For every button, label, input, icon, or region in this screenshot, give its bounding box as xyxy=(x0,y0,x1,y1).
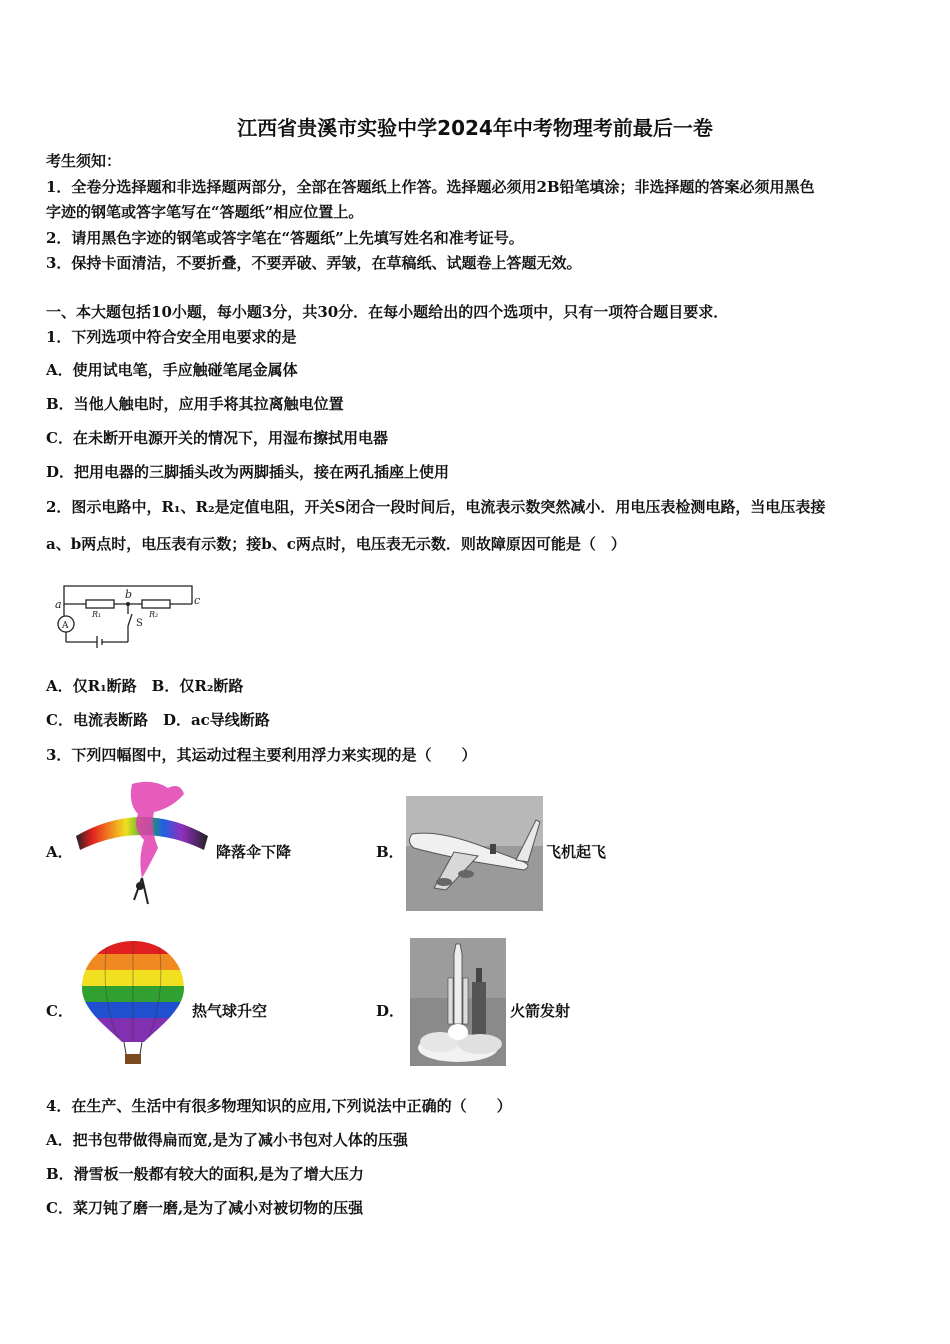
q1-option-b: B．当他人触电时，应用手将其拉离触电位置 xyxy=(46,395,344,413)
notice-item: 2．请用黑色字迹的钢笔或答字笔在“答题纸”上先填写姓名和准考证号。 xyxy=(46,229,524,247)
q3-option-b-letter: B． xyxy=(376,843,404,861)
parachute-icon xyxy=(72,778,212,913)
q3-option-a-caption: 降落伞下降 xyxy=(216,843,292,861)
q2-stem-line2: a、b两点时，电压表有示数；接b、c两点时，电压表无示数．则故障原因可能是（ ） xyxy=(46,535,626,553)
circuit-label-r2: R₂ xyxy=(149,610,159,619)
notice-item: 字迹的钢笔或答字笔写在“答题纸”相应位置上。 xyxy=(46,203,364,221)
q3-option-c-caption: 热气球升空 xyxy=(192,1002,268,1020)
hot-air-balloon-icon xyxy=(78,938,188,1068)
q1-option-c: C．在未断开电源开关的情况下，用湿布擦拭用电器 xyxy=(46,429,388,447)
q3-option-b-caption: 飞机起飞 xyxy=(546,843,607,861)
q4-stem: 4．在生产、生活中有很多物理知识的应用,下列说法中正确的（ ） xyxy=(46,1097,512,1115)
notice-item: 1．全卷分选择题和非选择题两部分，全部在答题纸上作答。选择题必须用2B铅笔填涂；非选择题的答案必须用黑色 xyxy=(46,178,815,196)
q2-options-line2: C．电流表断路 D．ac导线断路 xyxy=(46,711,270,729)
q4-option-a: A．把书包带做得扁而宽,是为了减小书包对人体的压强 xyxy=(46,1131,408,1149)
q3-option-d-letter: D． xyxy=(376,1002,405,1020)
q3-option-a-letter: A． xyxy=(46,843,73,861)
q3-stem: 3．下列四幅图中，其运动过程主要利用浮力来实现的是（ ） xyxy=(46,746,477,764)
ammeter-label: A xyxy=(62,621,69,631)
circuit-diagram xyxy=(52,580,202,652)
notice-heading: 考生须知： xyxy=(46,152,122,170)
circuit-label-r1: R₁ xyxy=(92,610,102,619)
circuit-label-c: c xyxy=(194,594,201,607)
circuit-label-b: b xyxy=(125,588,133,601)
q2-stem-line1: 2．图示电路中，R₁、R₂是定值电阻，开关S闭合一段时间后，电流表示数突然减小．用电压表检测电路，当电压表接 xyxy=(46,498,826,516)
rocket-icon xyxy=(410,938,506,1066)
page-title: 江西省贵溪市实验中学2024年中考物理考前最后一卷 xyxy=(237,116,713,140)
q3-option-d-caption: 火箭发射 xyxy=(510,1002,571,1020)
q2-options-line1: A．仅R₁断路 B．仅R₂断路 xyxy=(46,677,244,695)
q4-option-c: C．菜刀钝了磨一磨,是为了减小对被切物的压强 xyxy=(46,1199,364,1217)
q3-option-c-letter: C． xyxy=(46,1002,73,1020)
q1-stem: 1．下列选项中符合安全用电要求的是 xyxy=(46,328,297,346)
q1-option-a: A．使用试电笔，手应触碰笔尾金属体 xyxy=(46,361,298,379)
q1-option-d: D．把用电器的三脚插头改为两脚插头，接在两孔插座上使用 xyxy=(46,463,450,481)
circuit-label-a: a xyxy=(55,598,62,611)
airplane-icon xyxy=(406,796,543,911)
circuit-label-switch: S xyxy=(136,618,143,629)
notice-item: 3．保持卡面清洁，不要折叠，不要弄破、弄皱，在草稿纸、试题卷上答题无效。 xyxy=(46,254,582,272)
q4-option-b: B．滑雪板一般都有较大的面积,是为了增大压力 xyxy=(46,1165,364,1183)
section-intro: 一、本大题包括10小题，每小题3分，共30分．在每小题给出的四个选项中，只有一项符合题目要求． xyxy=(46,303,729,321)
